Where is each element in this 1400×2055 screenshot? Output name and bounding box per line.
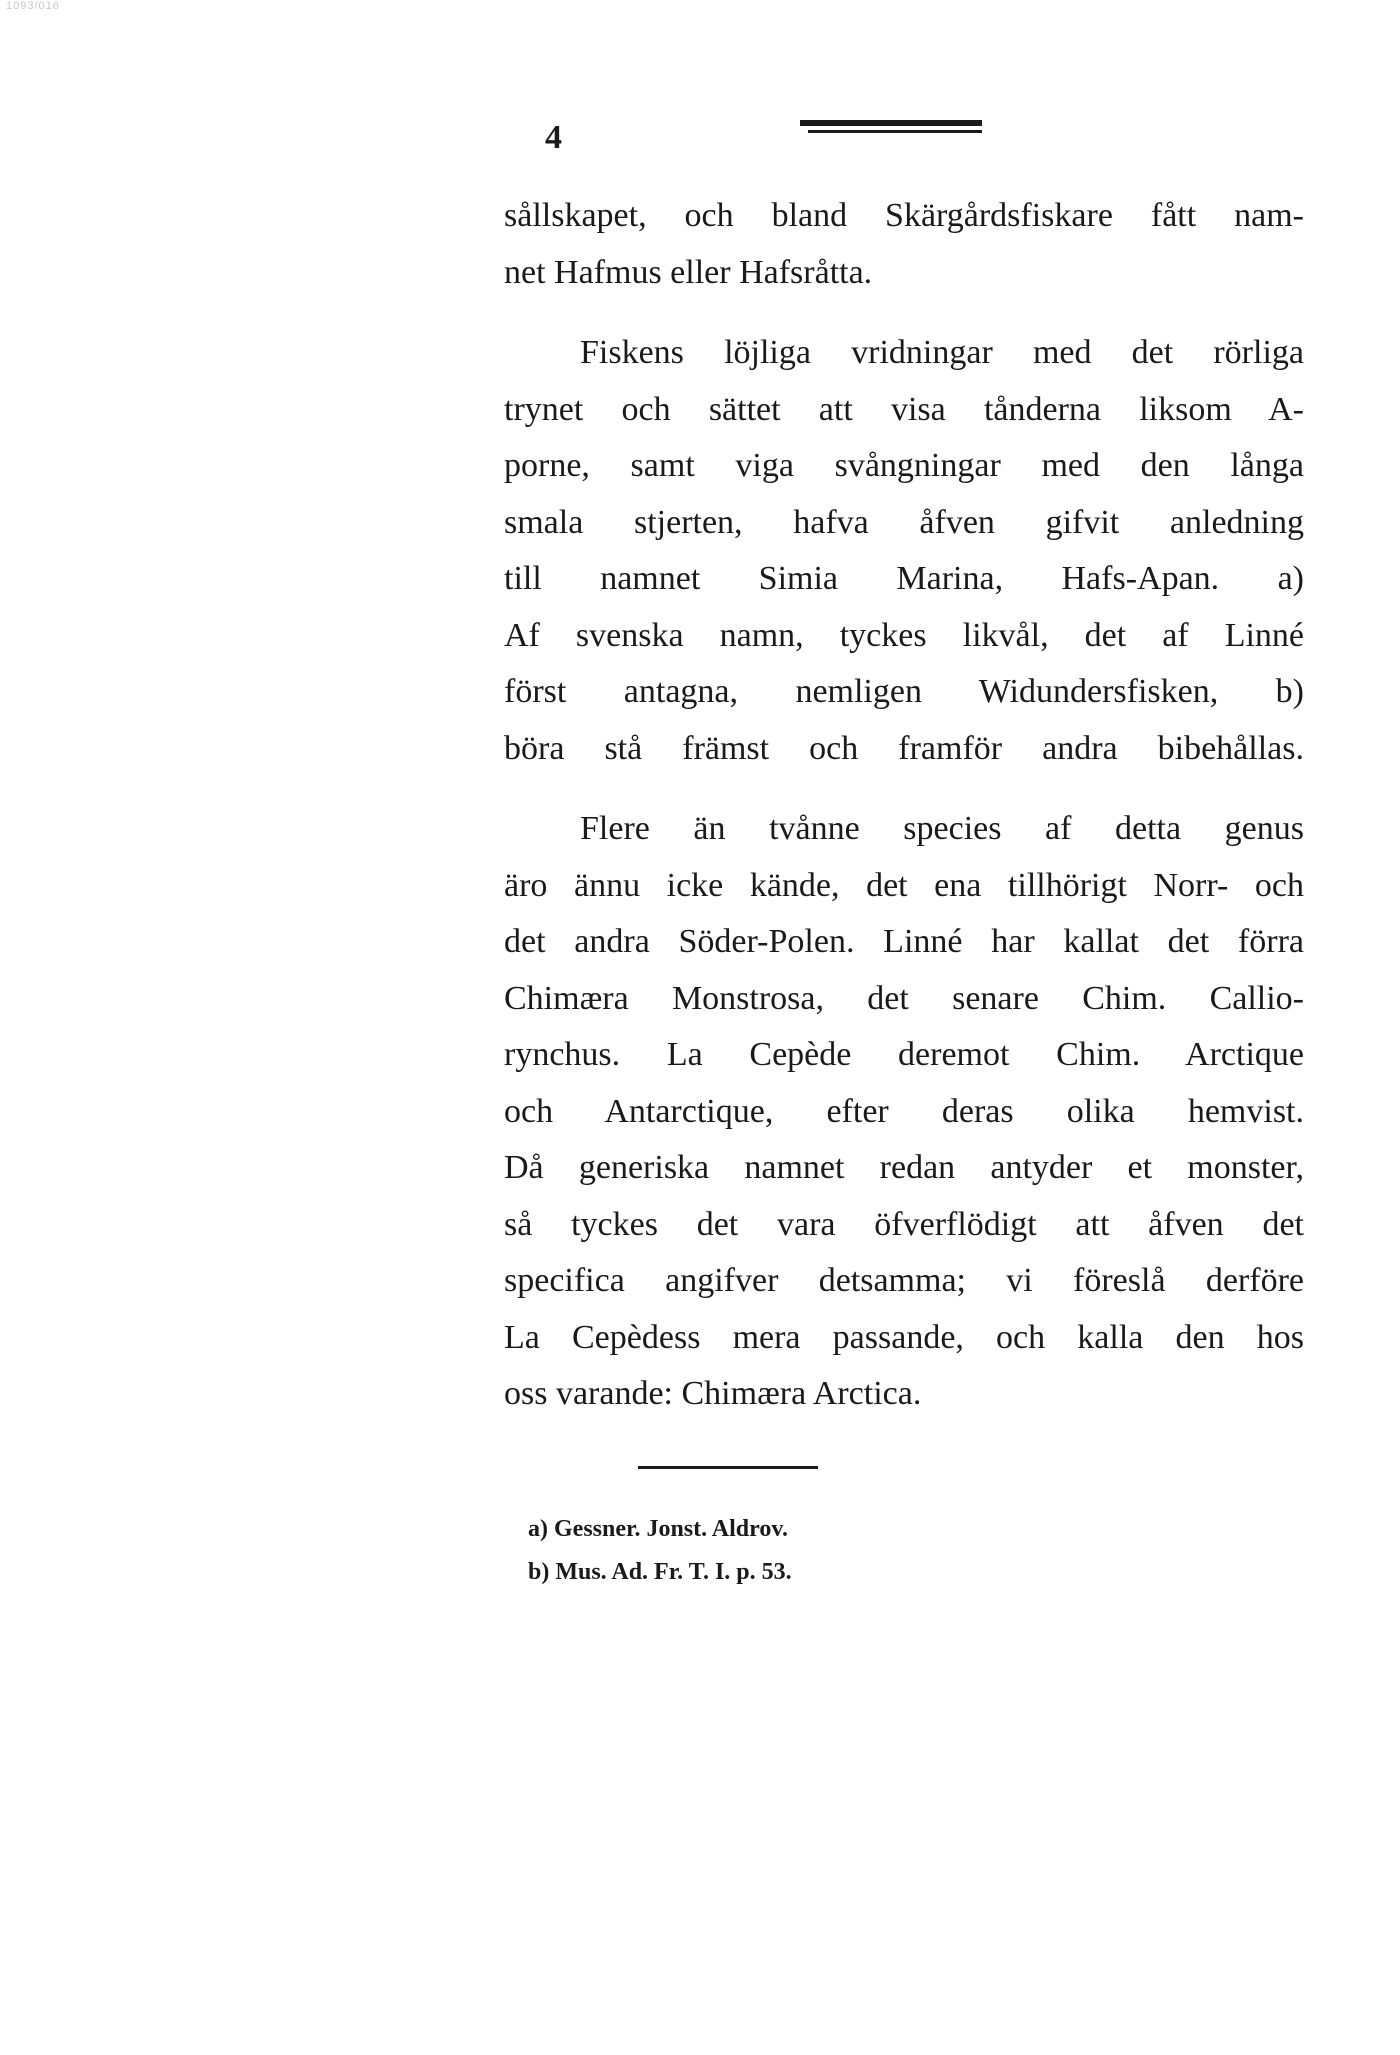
footnote-separator-rule bbox=[638, 1466, 818, 1469]
page-number: 4 bbox=[545, 119, 562, 156]
text-line: och Antarctique, efter deras olika hemvist. bbox=[504, 1092, 1304, 1130]
text-line: det andra Söder-Polen. Linné har kallat det förra bbox=[504, 923, 1304, 960]
text-line: äro ännu icke kände, det ena tillhörigt Norr- och bbox=[504, 866, 1304, 904]
text-line: Flere än tvånne species af detta genus bbox=[580, 810, 1304, 847]
body-text bbox=[504, 188, 1304, 1423]
text-line: rynchus. La Cepède deremot Chim. Arctique bbox=[504, 1036, 1304, 1073]
text-line: porne, samt viga svångningar med den långa bbox=[504, 447, 1304, 484]
footnote-a: a) Gessner. Jonst. Aldrov. bbox=[528, 1516, 789, 1542]
text-line: sållskapet, och bland Skärgårdsfiskare fått nam- bbox=[504, 197, 1304, 234]
footnotes bbox=[528, 1508, 1028, 1594]
footnote-b: b) Mus. Ad. Fr. T. I. p. 53. bbox=[528, 1559, 792, 1585]
paragraph-gap bbox=[504, 301, 1304, 325]
text-line: specifica angifver detsamma; vi föreslå derföre bbox=[504, 1262, 1304, 1299]
ornament-thick-bar bbox=[800, 120, 982, 126]
ornament-thin-bar bbox=[808, 130, 982, 133]
text-line: oss varande: Chimæra Arctica. bbox=[504, 1375, 922, 1412]
scan-corner-mark: 1093/016 bbox=[6, 0, 60, 12]
text-line: Af svenska namn, tyckes likvål, det af Linné bbox=[504, 616, 1304, 654]
text-line: först antagna, nemligen Widundersfisken, b) bbox=[504, 673, 1304, 710]
text-line: så tyckes det vara öfverflödigt att åfven det bbox=[504, 1205, 1304, 1243]
text-line: net Hafmus eller Hafsråtta. bbox=[504, 253, 873, 291]
text-line: böra stå främst och framför andra bibehållas. bbox=[504, 729, 1304, 767]
text-line: Fiskens löjliga vridningar med det rörliga bbox=[580, 334, 1304, 371]
text-line: smala stjerten, hafva åfven gifvit anledning bbox=[504, 503, 1304, 541]
text-line: till namnet Simia Marina, Hafs-Apan. a) bbox=[504, 560, 1304, 597]
paragraph-gap bbox=[504, 777, 1304, 801]
text-line: Då generiska namnet redan antyder et monster, bbox=[504, 1149, 1304, 1186]
text-line: Chimæra Monstrosa, det senare Chim. Callio- bbox=[504, 979, 1304, 1017]
text-line: La Cepèdess mera passande, och kalla den hos bbox=[504, 1318, 1304, 1356]
header-ornament-rule bbox=[800, 120, 982, 135]
text-line: trynet och sättet att visa tånderna liksom A- bbox=[504, 390, 1304, 428]
